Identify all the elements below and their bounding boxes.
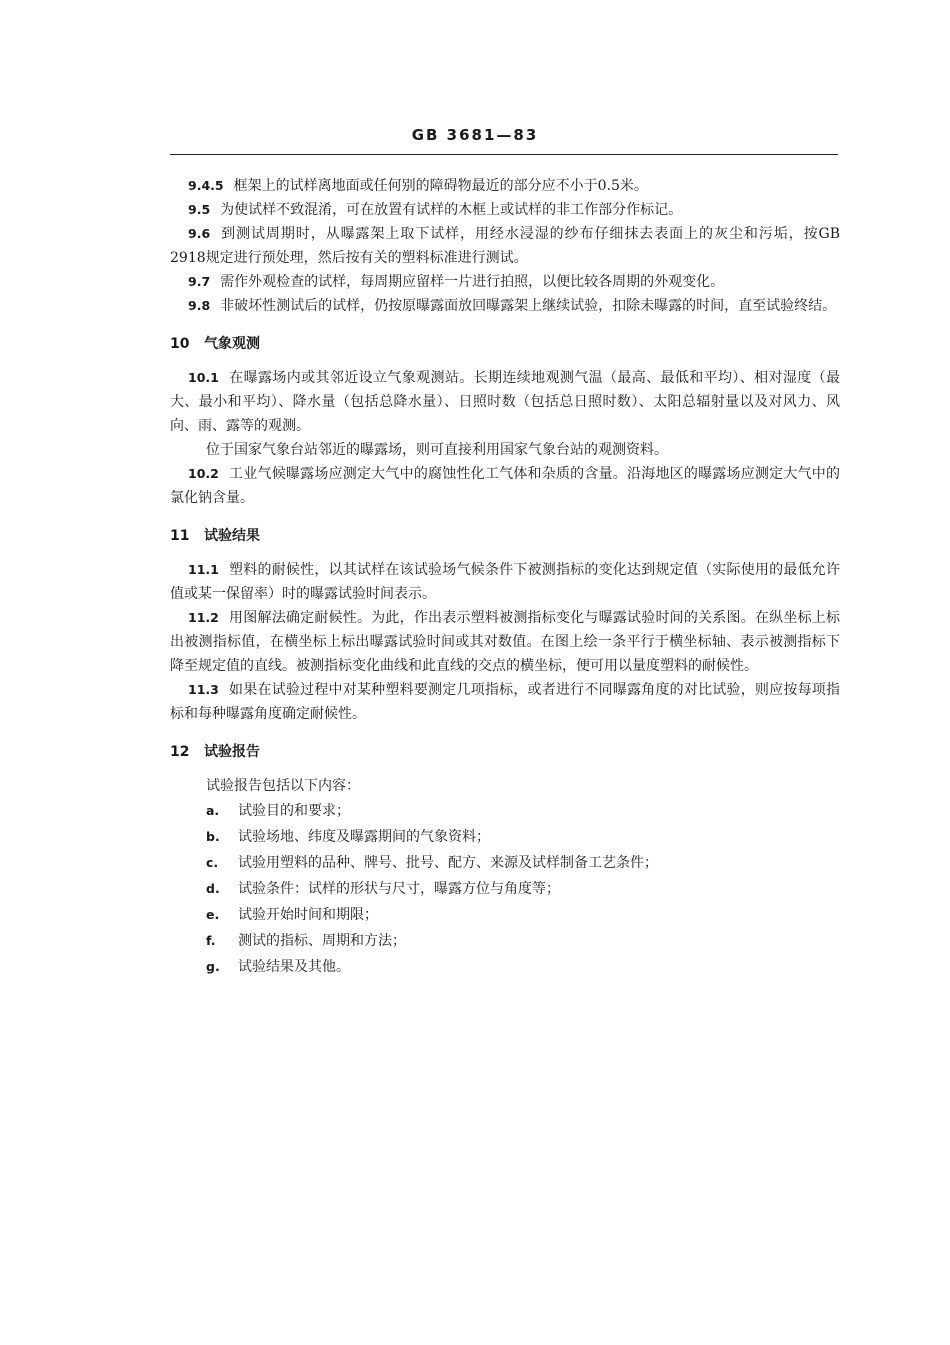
list-letter: g. — [206, 959, 220, 974]
clause-text: 需作外观检查的试样，每周期应留样一片进行拍照，以便比较各周期的外观变化。 — [220, 274, 725, 290]
clause-text: 非破坏性测试后的试样，仍按原曝露面放回曝露架上继续试验，扣除未曝露的时间，直至试验终结。 — [220, 298, 837, 314]
section-number: 10 — [170, 336, 190, 352]
section-number: 11 — [170, 528, 190, 544]
clause-11-2 — [170, 606, 840, 678]
clause-text: 工业气候曝露场应测定大气中的腐蚀性化工气体和杂质的含量。沿海地区的曝露场应测定大气中的氯化钠含量。 — [170, 466, 840, 506]
clause-9-7 — [170, 270, 840, 294]
clause-9-5 — [170, 198, 840, 222]
clause-11-3 — [170, 678, 840, 726]
clause-text: 塑料的耐候性，以其试样在该试验场气候条件下被测指标的变化达到规定值（实际使用的最低允许值或某一保留率）时的曝露试验时间表示。 — [170, 562, 840, 602]
list-letter: d. — [206, 881, 220, 896]
clause-number: 11.3 — [188, 682, 219, 697]
list-item — [170, 876, 840, 902]
clause-9-6 — [170, 222, 840, 270]
section-heading-12 — [170, 740, 840, 764]
clause-text: 用图解法确定耐候性。为此，作出表示塑料被测指标变化与曝露试验时间的关系图。在纵坐标上标出被测指标值，在横坐标上标出曝露试验时间或其对数值。在图上绘一条平行于横坐标轴、表示被测指标下降至规定值的直线。被测指标变化曲线和此直线的交点的横坐标，便可用以量度塑料的耐候性。 — [170, 610, 840, 674]
clause-number: 10.1 — [188, 370, 219, 385]
list-text: 试验目的和要求； — [238, 803, 350, 819]
list-text: 试验条件：试样的形状与尺寸，曝露方位与角度等； — [238, 881, 560, 897]
section-number: 12 — [170, 744, 190, 760]
list-letter: e. — [206, 907, 220, 922]
list-item — [170, 928, 840, 954]
list-item — [170, 954, 840, 980]
list-text: 试验用塑料的品种、牌号、批号、配方、来源及试样制备工艺条件； — [238, 855, 658, 871]
list-letter: c. — [206, 855, 219, 870]
list-item — [170, 824, 840, 850]
section-heading-11 — [170, 524, 840, 548]
list-item — [170, 798, 840, 824]
section-title: 试验报告 — [204, 744, 260, 760]
clause-11-1 — [170, 558, 840, 606]
clause-number: 9.7 — [188, 274, 211, 289]
list-item — [170, 850, 840, 876]
list-text: 试验结果及其他。 — [238, 959, 350, 975]
clause-10-1-note: 位于国家气象台站邻近的曝露场，则可直接利用国家气象台站的观测资料。 — [206, 442, 668, 458]
clause-number: 9.5 — [188, 202, 211, 217]
clause-9-4-5 — [170, 174, 840, 198]
list-text: 测试的指标、周期和方法； — [238, 933, 406, 949]
clause-10-2 — [170, 462, 840, 510]
section-title: 试验结果 — [204, 528, 260, 544]
list-text: 试验开始时间和期限； — [238, 907, 378, 923]
clause-number: 10.2 — [188, 466, 219, 481]
clause-number: 11.2 — [188, 610, 219, 625]
section-heading-10 — [170, 332, 840, 356]
clause-number: 9.4.5 — [188, 178, 224, 193]
list-letter: f. — [206, 933, 216, 948]
clause-9-8 — [170, 294, 840, 318]
list-item — [170, 902, 840, 928]
clause-text: 框架上的试样离地面或任何别的障碍物最近的部分应不小于0.5米。 — [233, 178, 648, 194]
list-letter: a. — [206, 803, 220, 818]
report-intro: 试验报告包括以下内容： — [206, 778, 360, 794]
page-header: GB 3681—83 — [411, 126, 539, 144]
list-text: 试验场地、纬度及曝露期间的气象资料； — [238, 829, 490, 845]
clause-number: 9.6 — [188, 226, 211, 241]
clause-text: 到测试周期时，从曝露架上取下试样，用经水浸湿的纱布仔细抹去表面上的灰尘和污垢，按GB 2918规定进行预处理，然后按有关的塑料标准进行测试。 — [170, 226, 840, 266]
page-content — [170, 174, 840, 980]
clause-number: 11.1 — [188, 562, 219, 577]
clause-text: 如果在试验过程中对某种塑料要测定几项指标，或者进行不同曝露角度的对比试验，则应按每项指标和每种曝露角度确定耐候性。 — [170, 682, 840, 722]
clause-number: 9.8 — [188, 298, 211, 313]
clause-10-1 — [170, 366, 840, 438]
header-rule — [170, 154, 838, 155]
section-title: 气象观测 — [204, 336, 260, 352]
list-letter: b. — [206, 829, 220, 844]
clause-text: 为使试样不致混淆，可在放置有试样的木框上或试样的非工作部分作标记。 — [220, 202, 683, 218]
clause-text: 在曝露场内或其邻近设立气象观测站。长期连续地观测气温（最高、最低和平均）、相对湿度（最大、最小和平均）、降水量（包括总降水量）、日照时数（包括总日照时数）、太阳总辐射量以及对风力、风向、雨、露等的观测。 — [170, 370, 840, 434]
